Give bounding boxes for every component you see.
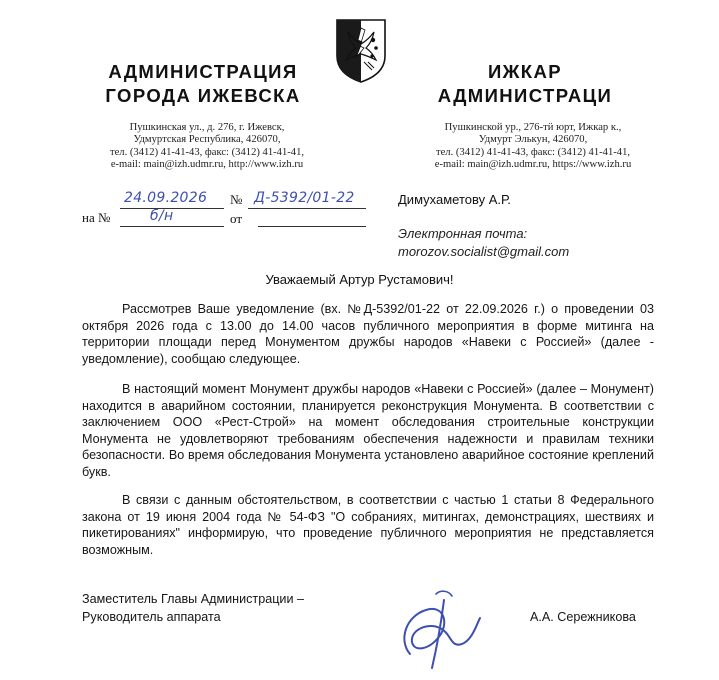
address-left-line: e-mail: main@izh.udmr.ru, http://www.izh.ru: [110, 159, 304, 171]
registration-date: 24.09.2026: [124, 190, 208, 206]
registration-number-label: №: [230, 192, 243, 207]
reference-number-label: на №: [82, 210, 111, 225]
body-paragraph-1: Рассмотрев Ваше уведомление (вх. №Д-5392/01-22 от 22.09.2026 г.) о проведении 03 октября 2026 года с 13.00 до 14.00 часов публичного мероприятия в форме митинга на территории площади перед Монументом дружбы народов «Навеки с Россией» (далее - уведомление), сообщаю следующее.: [82, 302, 654, 366]
registration-number: Д-5392/01-22: [254, 190, 355, 206]
reference-date-underline: [258, 226, 366, 227]
address-left-line: Пушкинская ул., д. 276, г. Ижевск,: [129, 122, 285, 133]
address-left-line: Удмуртская Республика, 426070,: [133, 134, 281, 146]
recipient-email: morozov.socialist@gmail.com: [398, 244, 570, 259]
reference-number-underline: [120, 226, 224, 227]
org-name-right-line1: ИЖКАР: [487, 61, 562, 82]
org-name-left: [96, 60, 310, 108]
address-right-line: Пушкинской ур., 276-тӥ юрт, Ижкар к.,: [444, 122, 622, 133]
recipient-name: Димухаметову А.Р.: [398, 192, 511, 207]
org-name-left-line2: ГОРОДА ИЖЕВСКА: [105, 85, 301, 106]
address-left: [72, 122, 342, 172]
reference-date-label: от: [230, 211, 243, 226]
coat-of-arms-emblem: [334, 18, 388, 84]
reference-number: б/н: [150, 208, 174, 224]
signer-name: А.А. Сережникова: [530, 610, 636, 624]
org-name-left-line1: АДМИНИСТРАЦИЯ: [108, 61, 298, 82]
salutation: Уважаемый Артур Рустамович!: [265, 272, 454, 287]
signer-position-line1: Заместитель Главы Администрации –: [82, 592, 304, 606]
org-name-right: [418, 60, 632, 108]
address-right: [398, 122, 668, 172]
handwritten-signature: [392, 582, 488, 674]
body-paragraph-2: В настоящий момент Монумент дружбы народов «Навеки с Россией» (далее – Монумент) находится в аварийном состоянии, планируется реконструкция Монумента. В соответствии с заключением ООО «Рест-Строй» на момент обследования строительные конструкции Монумента не удовлетворяют требованиям обеспечения надежности и правилам техники безопасности. Во время обследования Монумента установлено аварийное состояние креплений букв.: [82, 382, 654, 479]
registration-number-underline: [248, 208, 366, 209]
body-paragraph-3: В связи с данным обстоятельством, в соответствии с частью 1 статьи 8 Федерального закона от 19 июня 2004 года № 54-ФЗ "О собраниях, митингах, демонстрациях, шествиях и пикетированиях" информирую, что проведение публичного мероприятия не представляется возможным.: [82, 493, 654, 557]
signer-position: [82, 590, 304, 626]
org-name-right-line2: АДМИНИСТРАЦИ: [437, 85, 613, 106]
address-right-line: тел. (3412) 41-41-43, факс: (3412) 41-41-41,: [435, 146, 631, 158]
address-left-line: тел. (3412) 41-41-43, факс: (3412) 41-41-41,: [109, 146, 305, 158]
signer-position-line2: Руководитель аппарата: [82, 610, 221, 624]
address-right-line: Удмурт Элькун, 426070,: [478, 134, 588, 146]
recipient-email-label: Электронная почта:: [398, 226, 528, 241]
address-right-line: e-mail: main@izh.udmr.ru, https://www.izh.ru: [434, 159, 632, 171]
